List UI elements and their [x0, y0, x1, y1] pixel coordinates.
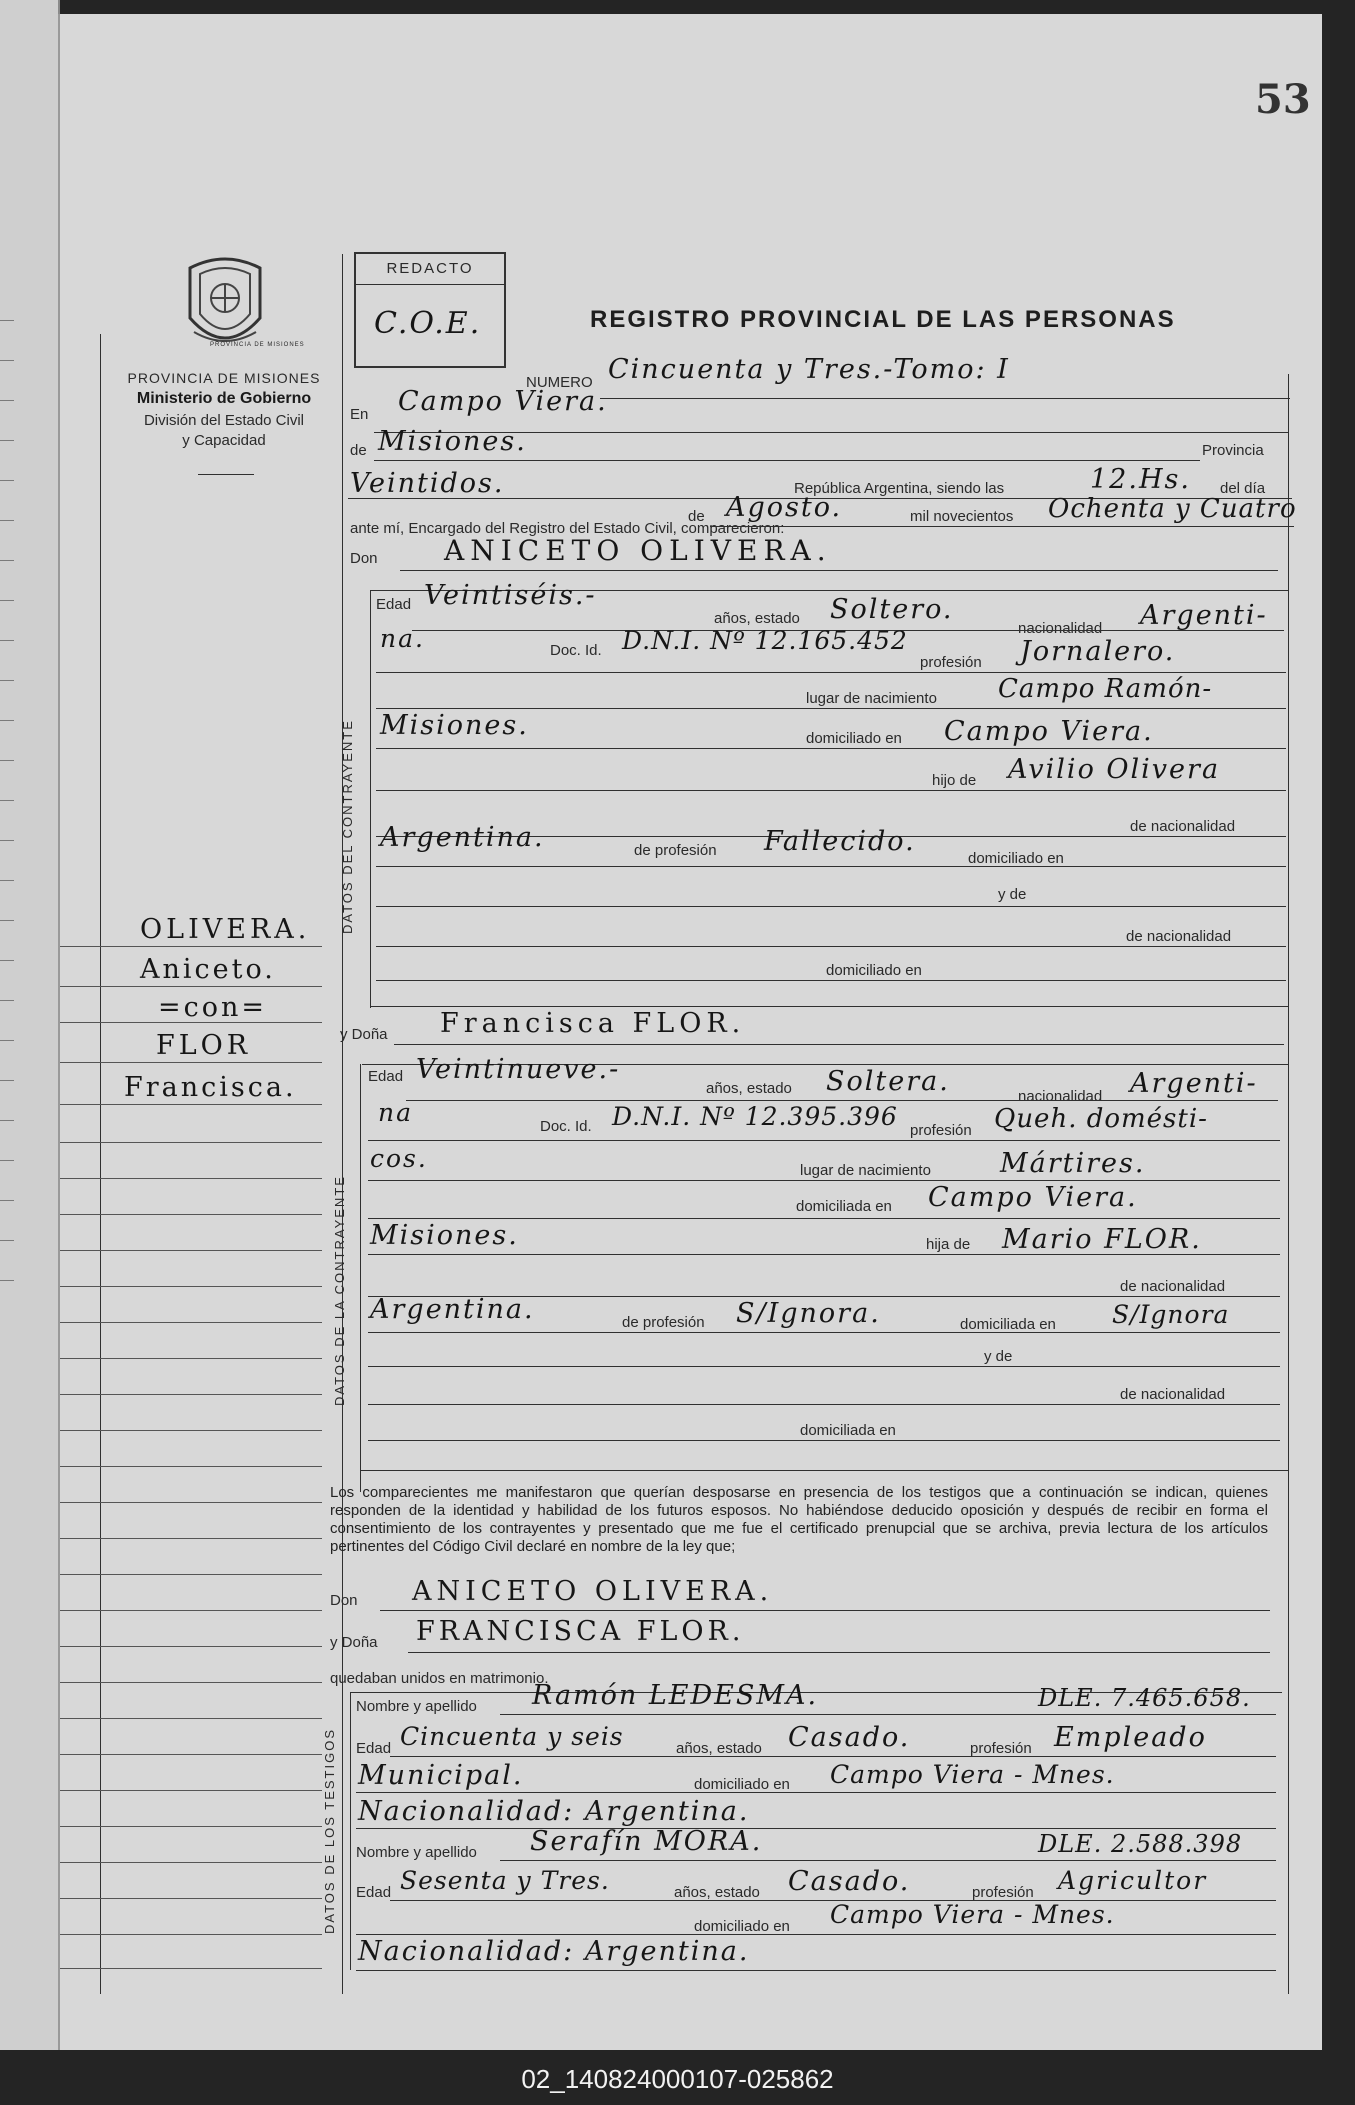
margin-note-line-2: Aniceto.	[140, 954, 276, 985]
numero-line	[600, 398, 1290, 399]
groom-profession: Jornalero.	[1020, 636, 1176, 667]
united-dona-label: y Doña	[330, 1634, 378, 1651]
witness1-domicile: Campo Viera - Mnes.	[830, 1760, 1115, 1789]
bride-father-nationality: Argentina.	[370, 1294, 535, 1325]
bride-profession-2: cos.	[370, 1144, 428, 1173]
bride-profession-1: Queh. domésti-	[994, 1104, 1208, 1134]
bride-domicile-2: Misiones.	[370, 1220, 519, 1251]
groom-mdom-line	[376, 980, 1286, 981]
witness2-nat-line	[356, 1970, 1276, 1971]
groom-nationality-2: na.	[380, 624, 425, 653]
bride-domicile-1: Campo Viera.	[928, 1182, 1138, 1213]
witness1-profession-label: profesión	[970, 1740, 1032, 1757]
witness1-status: Casado.	[788, 1722, 911, 1753]
witness1-nationality: Nacionalidad: Argentina.	[358, 1796, 750, 1827]
witness1-name-line	[500, 1714, 1276, 1715]
witness1-domicile-label: domiciliado en	[694, 1776, 790, 1793]
groom-father-nationality: Argentina.	[380, 822, 545, 853]
groom-father: Avilio Olivera	[1008, 754, 1221, 785]
witness1-years-label: años, estado	[676, 1740, 762, 1757]
act-place: Campo Viera.	[398, 386, 608, 417]
witness2-profession-label: profesión	[972, 1884, 1034, 1901]
bride-father-prof-label: de profesión	[622, 1314, 705, 1331]
witness1-domicile-line	[356, 1792, 1276, 1793]
groom-birth-line	[376, 708, 1286, 709]
groom-mother-label: y de	[998, 886, 1027, 903]
province-seal	[180, 254, 305, 358]
margin-rule	[60, 1062, 322, 1063]
ante-mi-text: ante mí, Encargado del Registro del Estado Civil, comparecieron:	[350, 520, 785, 537]
bride-father: Mario FLOR.	[1002, 1224, 1202, 1255]
groom-section-label: DATOS DEL CONTRAYENTE	[340, 719, 355, 934]
groom-mnat-line	[376, 946, 1286, 947]
act-day: Veintidos.	[350, 468, 505, 499]
stamp-divider	[356, 284, 504, 285]
united-bride: FRANCISCA FLOR.	[416, 1616, 745, 1647]
groom-father-profession: Fallecido.	[764, 826, 916, 857]
witness1-age-line	[390, 1756, 1276, 1757]
groom-father-label: hijo de	[932, 772, 977, 789]
dona-line	[394, 1044, 1284, 1045]
groom-doc-label: Doc. Id.	[550, 642, 602, 659]
act-month: Agosto.	[726, 492, 843, 523]
groom-years-label: años, estado	[714, 610, 800, 627]
don-line	[400, 570, 1278, 571]
groom-age-label: Edad	[376, 596, 412, 613]
witness1-name: Ramón LEDESMA.	[532, 1680, 819, 1711]
margin-rule	[60, 1286, 322, 1287]
margin-rule	[60, 1430, 322, 1431]
bride-father-domicile: S/Ignora	[1112, 1300, 1230, 1329]
seal-divider	[198, 474, 254, 475]
witness-section-label: DATOS DE LOS TESTIGOS	[322, 1728, 337, 1934]
bride-father-profession: S/Ignora.	[736, 1298, 881, 1329]
bride-status: Soltera.	[826, 1066, 950, 1097]
witness1-name-label: Nombre y apellido	[356, 1698, 477, 1715]
witness1-age-label: Edad	[356, 1740, 392, 1757]
groom-domicile-line	[376, 748, 1286, 749]
groom-father-dom-label: domiciliado en	[968, 850, 1064, 867]
margin-rule	[60, 946, 322, 947]
bride-father-line	[368, 1254, 1280, 1255]
margin-rule	[60, 1358, 322, 1359]
witness2-nationality: Nacionalidad: Argentina.	[358, 1936, 750, 1967]
bride-mnat-line	[368, 1404, 1280, 1405]
united-groom: ANICETO OLIVERA.	[412, 1576, 774, 1607]
witness2-name-label: Nombre y apellido	[356, 1844, 477, 1861]
bride-father-nat-label: de nacionalidad	[1120, 1278, 1226, 1295]
bride-section-label: DATOS DE LA CONTRAYENTE	[332, 1175, 347, 1406]
groom-domicile-label: domiciliado en	[806, 730, 902, 747]
witness2-age: Sesenta y Tres.	[400, 1866, 610, 1895]
bride-profession-label: profesión	[910, 1122, 972, 1139]
capacity-label: y Capacidad	[182, 432, 266, 449]
witness2-name-line	[500, 1860, 1276, 1861]
declaration-text: Los comparecientes me manifestaron que querían desposarse en presencia de los testigos que a continuación se indican, quienes responden de la identidad y habilidad de los futuros esposos. No habiéndose deducido oposición y después de recibir en forma el consentimiento de los contrayentes y presentado que me fue el certificado prenupcial que se archiva, previa lectura de los artículos pertinentes del Código Civil declaré en nombre de la ley que;	[330, 1484, 1268, 1555]
witness1-profession-2: Municipal.	[358, 1760, 524, 1791]
groom-doc: D.N.I. Nº 12.165.452	[622, 626, 908, 655]
de-month-label: de	[688, 508, 705, 525]
bride-birthplace: Mártires.	[1000, 1148, 1146, 1179]
frame-mid	[342, 254, 343, 1994]
groom-nationality-1: Argenti-	[1140, 600, 1268, 631]
margin-rule	[60, 1646, 322, 1647]
margin-rule	[60, 986, 322, 987]
page-number: 53	[1255, 76, 1311, 123]
margin-rule	[60, 1142, 322, 1143]
numero-label: NUMERO	[526, 374, 593, 391]
witness2-status: Casado.	[788, 1866, 911, 1897]
margin-rule	[60, 1394, 322, 1395]
bride-age-line	[406, 1100, 1278, 1101]
witness2-age-label: Edad	[356, 1884, 392, 1901]
mil-label: mil novecientos	[910, 508, 1014, 525]
groom-bottom-rule	[370, 1006, 1288, 1007]
groom-birthplace-1: Campo Ramón-	[998, 674, 1213, 704]
groom-father-line	[376, 790, 1286, 791]
bride-doc: D.N.I. Nº 12.395.396	[612, 1102, 898, 1131]
bride-mother-dom-label: domiciliada en	[800, 1422, 896, 1439]
groom-age: Veintiséis.-	[424, 580, 597, 611]
witness2-doc: DLE. 2.588.398	[1038, 1830, 1243, 1858]
witness1-nat-line	[356, 1828, 1276, 1829]
don-label: Don	[350, 550, 378, 567]
act-province: Misiones.	[378, 426, 527, 457]
witness1-age: Cincuenta y seis	[400, 1722, 624, 1751]
stamp-label: REDACTO	[386, 260, 474, 277]
margin-note-line-1: OLIVERA.	[140, 914, 311, 945]
groom-name: ANICETO OLIVERA.	[444, 534, 832, 567]
groom-profession-label: profesión	[920, 654, 982, 671]
bride-father-dom-label: domiciliada en	[960, 1316, 1056, 1333]
bride-mdom-line	[368, 1440, 1280, 1441]
dona-label: y Doña	[340, 1026, 388, 1043]
redacto-stamp	[354, 252, 506, 368]
bride-years-label: años, estado	[706, 1080, 792, 1097]
margin-rule	[60, 1754, 322, 1755]
bride-age: Veintinueve.-	[416, 1054, 621, 1085]
groom-father-prof-label: de profesión	[634, 842, 717, 859]
de-label: de	[350, 442, 367, 459]
act-year: Ochenta y Cuatro	[1048, 494, 1297, 524]
month-line	[710, 526, 1294, 527]
bride-mother-label: y de	[984, 1348, 1013, 1365]
margin-rule	[60, 1104, 322, 1105]
margin-note-line-4: FLOR	[156, 1030, 252, 1061]
margin-rule	[60, 1022, 322, 1023]
bride-name: Francisca FLOR.	[440, 1008, 746, 1039]
provincia-label: Provincia	[1202, 442, 1264, 459]
margin-rule	[60, 1934, 322, 1935]
witness1-doc: DLE. 7.465.658.	[1038, 1684, 1251, 1712]
bride-nationality-2: na	[378, 1098, 414, 1127]
margin-rule	[60, 1862, 322, 1863]
bride-father-label: hija de	[926, 1236, 971, 1253]
witness2-domicile: Campo Viera - Mnes.	[830, 1900, 1115, 1929]
bride-birth-line	[368, 1180, 1280, 1181]
bride-domicile-label: domiciliada en	[796, 1198, 892, 1215]
bride-domicile-line	[368, 1218, 1280, 1219]
groom-mother-nat-label: de nacionalidad	[1126, 928, 1232, 945]
united-text: quedaban unidos en matrimonio.	[330, 1670, 549, 1687]
frame-left	[100, 334, 101, 1994]
witness2-domicile-label: domiciliado en	[694, 1918, 790, 1935]
united-don-line	[380, 1610, 1270, 1611]
margin-rule	[60, 1682, 322, 1683]
bride-doc-label: Doc. Id.	[540, 1118, 592, 1135]
bride-birthplace-label: lugar de nacimiento	[800, 1162, 931, 1179]
margin-rule	[60, 1790, 322, 1791]
bride-mother-nat-label: de nacionalidad	[1120, 1386, 1226, 1403]
groom-nationality-label: nacionalidad	[1018, 620, 1103, 637]
margin-rule	[60, 1610, 322, 1611]
frame-right	[1288, 374, 1289, 1994]
bride-bottom-rule	[360, 1470, 1288, 1471]
witness2-name: Serafín MORA.	[530, 1826, 763, 1857]
groom-mother-line	[376, 906, 1286, 907]
margin-rule	[60, 1538, 322, 1539]
en-label: En	[350, 406, 369, 423]
groom-doc-line	[376, 672, 1286, 673]
groom-mother-dom-label: domiciliado en	[826, 962, 922, 979]
margin-note-line-5: Francisca.	[124, 1072, 297, 1103]
bride-age-label: Edad	[368, 1068, 404, 1085]
ministry-label: Ministerio de Gobierno	[136, 390, 312, 407]
act-number: Cincuenta y Tres.-Tomo: I	[608, 354, 1010, 385]
groom-birthplace-2: Misiones.	[380, 710, 529, 741]
margin-rule	[60, 1250, 322, 1251]
province-line	[374, 460, 1200, 461]
bride-mother-line	[368, 1366, 1280, 1367]
registry-title: REGISTRO PROVINCIAL DE LAS PERSONAS	[590, 306, 1176, 333]
united-dona-line	[408, 1652, 1270, 1653]
del-dia-label: del día	[1220, 480, 1266, 497]
division-label: División del Estado Civil	[143, 412, 305, 429]
groom-fprof-line	[376, 866, 1286, 867]
witness2-profession: Agricultor	[1058, 1866, 1208, 1895]
margin-rule	[60, 1826, 322, 1827]
groom-section-border	[370, 590, 371, 1008]
groom-domicile: Campo Viera.	[944, 716, 1154, 747]
margin-rule	[60, 1718, 322, 1719]
act-hour: 12.Hs.	[1090, 464, 1191, 495]
margin-rule	[60, 1466, 322, 1467]
groom-birthplace-label: lugar de nacimiento	[806, 690, 937, 707]
witness2-years-label: años, estado	[674, 1884, 760, 1901]
groom-status: Soltero.	[830, 594, 954, 625]
margin-rule	[60, 1574, 322, 1575]
adjacent-page-edge	[0, 0, 60, 2050]
scan-identifier: 02_140824000107-025862	[521, 2064, 834, 2094]
witness2-domicile-line	[356, 1934, 1276, 1935]
bride-fprof-line	[368, 1332, 1280, 1333]
margin-rule	[60, 1502, 322, 1503]
margin-rule	[60, 1178, 322, 1179]
bride-doc-line	[368, 1140, 1280, 1141]
bride-nationality-1: Argenti-	[1130, 1068, 1258, 1099]
groom-father-nat-label: de nacionalidad	[1130, 818, 1236, 835]
republica-label: República Argentina, siendo las	[794, 480, 1005, 497]
margin-rule	[60, 1968, 322, 1969]
witness-section-border	[350, 1692, 351, 1970]
united-don-label: Don	[330, 1592, 358, 1609]
stamp-initials: C.O.E.	[374, 306, 482, 341]
margin-rule	[60, 1214, 322, 1215]
bride-section-border	[360, 1064, 361, 1492]
margin-rule	[60, 1898, 322, 1899]
witness1-profession-1: Empleado	[1054, 1722, 1207, 1753]
bride-nationality-label: nacionalidad	[1018, 1088, 1103, 1105]
margin-note-line-3: =con=	[158, 992, 268, 1023]
province-label: PROVINCIA DE MISIONES	[127, 370, 321, 386]
margin-rule	[60, 1322, 322, 1323]
seal-text: PROVINCIA DE MISIONES	[210, 342, 305, 348]
